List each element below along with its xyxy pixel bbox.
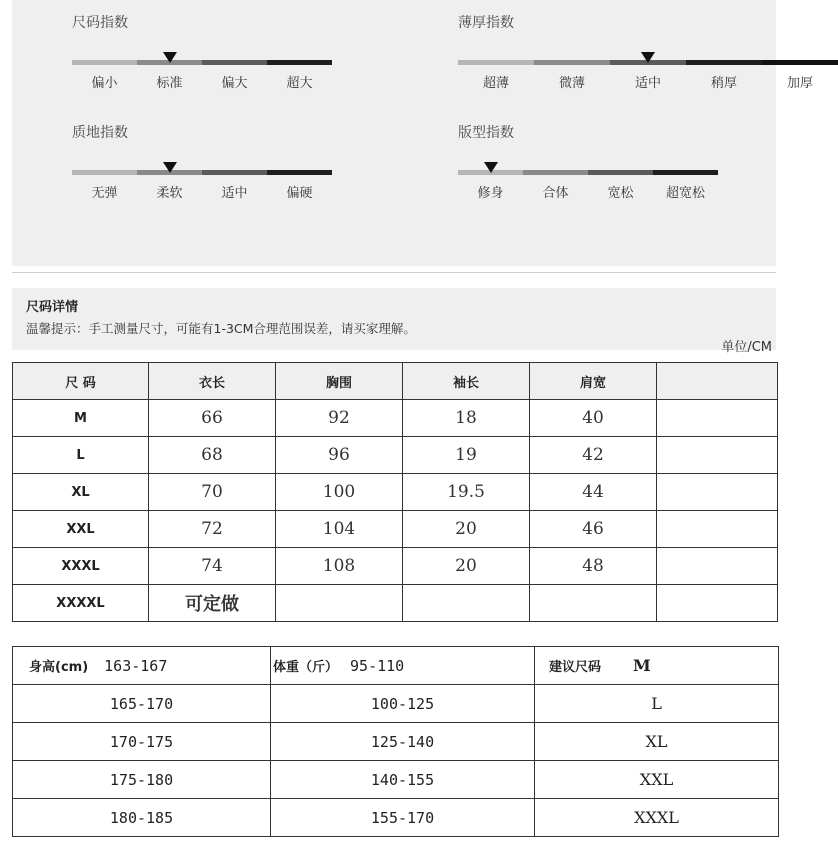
index-scale-bar <box>72 60 332 65</box>
table-row <box>13 474 778 511</box>
size-index-title: 尺码指数 <box>72 15 128 31</box>
index-label: 宽松 <box>607 186 634 201</box>
empty-cell <box>657 585 778 622</box>
index-label: 标准 <box>156 76 183 91</box>
size-table-header <box>13 363 778 400</box>
index-label: 适中 <box>634 76 661 91</box>
custom-made-cell: 可定做 <box>149 585 276 622</box>
chest-cell: 108 <box>276 548 403 585</box>
table-row <box>13 511 778 548</box>
size-cell: XXXL <box>13 548 149 585</box>
index-label: 修身 <box>477 186 504 201</box>
weight-cell: 125-140 <box>271 723 535 761</box>
sleeve-cell: 19 <box>403 437 530 474</box>
length-cell: 72 <box>149 511 276 548</box>
header-length: 衣长 <box>149 363 276 400</box>
index-labels <box>72 182 332 201</box>
shoulder-cell: 44 <box>530 474 657 511</box>
length-cell: 68 <box>149 437 276 474</box>
chest-cell: 104 <box>276 511 403 548</box>
fit-index-title: 版型指数 <box>458 125 514 141</box>
index-label: 超大 <box>286 76 313 91</box>
table-row <box>13 437 778 474</box>
index-labels <box>72 72 332 91</box>
table-row <box>13 761 779 799</box>
index-scale-segment <box>458 60 534 65</box>
index-marker-icon <box>484 162 498 173</box>
header-size: 尺 码 <box>13 363 149 400</box>
table-row <box>13 585 778 622</box>
thickness-index-title: 薄厚指数 <box>458 15 514 31</box>
recommended-size-value: M <box>633 656 651 675</box>
empty-cell <box>657 548 778 585</box>
size-cell: XXL <box>13 511 149 548</box>
header-chest: 胸围 <box>276 363 403 400</box>
size-recommendation-table <box>12 646 779 837</box>
weight-cell: 140-155 <box>271 761 535 799</box>
index-scale-segment <box>267 170 332 175</box>
weight-cell: 100-125 <box>271 685 535 723</box>
unit-label: 单位/CM <box>721 340 772 355</box>
sleeve-cell: 20 <box>403 548 530 585</box>
index-scale-segment <box>202 170 267 175</box>
index-label: 加厚 <box>786 76 813 91</box>
shoulder-cell <box>530 585 657 622</box>
divider <box>12 272 776 273</box>
recommended-size-cell: XXL <box>535 761 779 799</box>
table-row <box>13 799 779 837</box>
height-cell: 165-170 <box>13 685 271 723</box>
sleeve-cell: 20 <box>403 511 530 548</box>
index-marker-icon <box>163 162 177 173</box>
size-detail-title: 尺码详情 <box>26 300 79 315</box>
index-label: 柔软 <box>156 186 183 201</box>
index-label: 超薄 <box>482 76 509 91</box>
height-cell: 175-180 <box>13 761 271 799</box>
sleeve-cell: 19.5 <box>403 474 530 511</box>
index-scale-segment <box>534 60 610 65</box>
size-table <box>12 362 778 622</box>
index-label: 适中 <box>221 186 248 201</box>
index-scale-segment <box>588 170 653 175</box>
height-label: 身高(cm) <box>29 660 89 675</box>
recommended-size-label: 建议尺码 <box>549 660 602 675</box>
index-marker-icon <box>163 52 177 63</box>
length-cell: 74 <box>149 548 276 585</box>
weight-label: 体重（斤） <box>273 660 339 675</box>
table-row <box>13 400 778 437</box>
index-labels <box>458 182 718 201</box>
weight-cell: 155-170 <box>271 799 535 837</box>
size-cell: XL <box>13 474 149 511</box>
measurement-tip: 温馨提示：手工测量尺寸，可能有1-3CM合理范围误差，请买家理解。 <box>26 321 416 336</box>
index-scale-segment <box>523 170 588 175</box>
empty-cell <box>657 511 778 548</box>
index-label: 偏大 <box>221 76 248 91</box>
chest-cell <box>276 585 403 622</box>
size-cell: L <box>13 437 149 474</box>
length-cell: 70 <box>149 474 276 511</box>
table-row <box>13 685 779 723</box>
index-scale-segment <box>72 60 137 65</box>
header-empty <box>657 363 778 400</box>
index-label: 超宽松 <box>665 186 705 201</box>
index-scale-segment <box>72 170 137 175</box>
index-scale-segment <box>762 60 838 65</box>
size-detail-header <box>12 288 776 350</box>
height-value: 163-167 <box>104 656 168 675</box>
recommended-size-cell: L <box>535 685 779 723</box>
index-labels <box>458 72 838 91</box>
sleeve-cell <box>403 585 530 622</box>
index-scale-segment <box>653 170 718 175</box>
weight-value: 95-110 <box>350 656 405 675</box>
index-scale-segment <box>202 60 267 65</box>
chest-cell: 96 <box>276 437 403 474</box>
chest-cell: 100 <box>276 474 403 511</box>
table-row <box>13 647 779 685</box>
height-cell: 170-175 <box>13 723 271 761</box>
index-scale-bar <box>72 170 332 175</box>
shoulder-cell: 48 <box>530 548 657 585</box>
recommended-size-cell: XXXL <box>535 799 779 837</box>
empty-cell <box>657 474 778 511</box>
shoulder-cell: 40 <box>530 400 657 437</box>
index-scale-segment <box>267 60 332 65</box>
index-label: 偏硬 <box>286 186 313 201</box>
index-label: 偏小 <box>91 76 118 91</box>
chest-cell: 92 <box>276 400 403 437</box>
indices-panel <box>12 0 813 266</box>
index-label: 稍厚 <box>710 76 737 91</box>
shoulder-cell: 46 <box>530 511 657 548</box>
table-row <box>13 548 778 585</box>
size-cell: M <box>13 400 149 437</box>
empty-cell <box>657 437 778 474</box>
empty-cell <box>657 400 778 437</box>
header-sleeve: 袖长 <box>403 363 530 400</box>
index-scale-segment <box>686 60 762 65</box>
size-header-cell <box>535 647 779 685</box>
recommended-size-cell: XL <box>535 723 779 761</box>
shoulder-cell: 42 <box>530 437 657 474</box>
table-row <box>13 723 779 761</box>
height-header-cell <box>13 647 271 685</box>
index-label: 无弹 <box>91 186 118 201</box>
length-cell: 66 <box>149 400 276 437</box>
index-marker-icon <box>641 52 655 63</box>
index-label: 微薄 <box>558 76 585 91</box>
index-label: 合体 <box>542 186 569 201</box>
height-cell: 180-185 <box>13 799 271 837</box>
header-shoulder: 肩宽 <box>530 363 657 400</box>
size-cell: XXXXL <box>13 585 149 622</box>
sleeve-cell: 18 <box>403 400 530 437</box>
weight-header-cell <box>271 647 535 685</box>
texture-index-title: 质地指数 <box>72 125 128 141</box>
